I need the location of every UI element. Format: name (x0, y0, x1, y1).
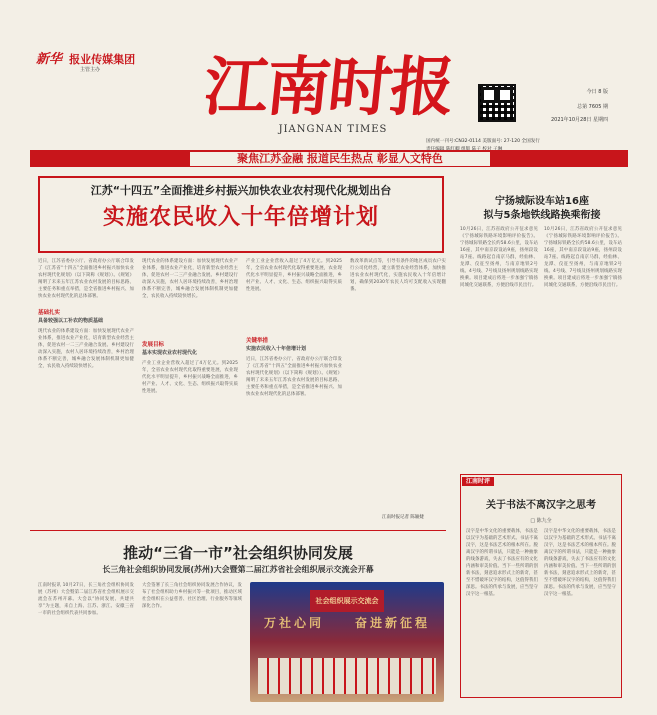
right-body-col2: 10月26日，江苏省政府公开征求意见《宁扬城际铁路环境影响评价报告》。宁扬城际铁路全长约58.6公里，设车站16座，其中南京段设站9座，扬州段设站7座。线路起自南京马群，经仙林、龙潭、仪征至扬州，与南京地铁2号线、4号线、7号线及扬州规划线路实现换乘。项目建成后将进一步加强宁镇扬同城化交通联系，方便沿线市民出行。 (544, 227, 622, 288)
lead-reporter: 江南时报记者 陈颖婕 (382, 515, 424, 520)
right-body-col1: 10月26日，江苏省政府公开征求意见《宁扬城际铁路环境影响评价报告》。宁扬城际铁路全长约58.6公里，设车站16座，其中南京段设站9座，扬州段设站7座。线路起自南京马群，经仙林、龙潭、仪征至扬州，与南京地铁2号线、4号线、7号线及扬州规划线路实现换乘。项目建成后将进一步加强宁镇扬同城化交通联系，方便沿线市民出行。 (460, 227, 538, 288)
right-headline-2: 拟与5条地铁线路换乘衔接 (483, 210, 601, 221)
lead-body-col1b: 现代农业的体系建设方面：加快发展现代农业产业体系，推进农业产业化，培育新型农业经营主体，促进农村一二三产业融合发展。乡村建设行动深入实施，农村人居环境持续改善，乡村治理体系不断完善，城乡融合发展体制机制更加健全，农民收入持续较快增长。 (38, 329, 134, 369)
issue-day: 2021年10月28日 星期四 (550, 117, 608, 123)
lead-body-col3b: 近日，江苏省委办公厅、省政府办公厅联合印发了《江苏省“十四五”全面推进乡村振兴加快农业农村现代化规划》（以下简称《规划》）。《规划》阐明了未来五年江苏农业农村发展的目标思路、主要任务和重点举措，是全省推进乡村振兴、加快农业农村现代化的总体部署。 (246, 357, 342, 397)
lead-kicker: 江苏“十四五”全面推进乡村振兴加快农业农村现代化规划出台 (90, 184, 392, 197)
commentary-author: □ 陈九全 (530, 518, 552, 524)
group-name: 报业传媒集团 (69, 53, 136, 66)
commentary-tag: 江南时评 (462, 477, 494, 486)
qr-code-icon (478, 84, 516, 122)
issue-number: 总第 7605 期 (577, 104, 608, 110)
lead-body-col4: 数改革新试点等，引导有条件的地区成员农户实行公司化经营，建立新型农业经营体系，加快推进农业农村现代化，实施农民收入十年倍增计划，确保到2030年农民人均可支配收入实现翻番。 (350, 259, 446, 292)
second-subheadline: 长三角社会组织协同发展(苏州)大会暨第二届江苏省社会组织展示交流会开幕 (102, 565, 374, 574)
lead-body-col2b: 产业工业企业营收入超过了4万亿元。到2025年，全省农业农村现代化取得重要进展，农业现代化水平明显提升，乡村振兴战略全面推进，乡村产业、人才、文化、生态、组织振兴取得实质性进展。 (142, 361, 238, 394)
slogan-text: 聚焦江苏金融 报道民生热点 彰显人文特色 (190, 152, 490, 166)
lead-headline: 实施农民收入十年倍增计划 (102, 205, 379, 230)
stage-screen-text: 社会组织展示交流会 (315, 597, 379, 605)
lead-body-col1: 近日，江苏省委办公厅、省政府办公厅联合印发了《江苏省“十四五”全面推进乡村振兴加快农业农村现代化规划》（以下简称《规划》）。《规划》阐明了未来五年江苏农业农村发展的目标思路、主要任务和重点举措，是全省推进乡村振兴、加快农业农村现代化的总体部署。 (38, 259, 134, 299)
publication-code: 国内统一刊号:CN32-0114 美版面号: 27-120 全国发行 (426, 139, 540, 144)
photo-slogan-right: 奋进新征程 (354, 616, 430, 630)
lead-subhead-3: 实施农民收入十年倍增计划 (246, 346, 307, 352)
newspaper-title-en: JIANGNAN TIMES (278, 124, 388, 135)
lead-subhead-1: 具备较强以工补农的物质基础 (38, 318, 104, 324)
lead-body-col3: 产业工业企业营收入超过了4万亿元。到2025年，全省农业农村现代化取得重要进展，农业现代化水平明显提升，乡村振兴战略全面推进，乡村产业、人才、文化、生态、组织振兴取得实质性进展。 (246, 259, 342, 292)
lead-body-col2: 现代农业的体系建设方面：加快发展现代农业产业体系，推进农业产业化，培育新型农业经营主体，促进农村一二三产业融合发展。乡村建设行动深入实施，农村人居环境持续改善，乡村治理体系不断完善，城乡融合发展体制机制更加健全，农民收入持续较快增长。 (142, 259, 238, 299)
commentary-body-col1: 汉字是中华文化的重要载体，书法是以汉字为基础的艺术形式。书法不离汉字，这是书法艺术的根本所在。脱离汉字的所谓书法，只能是一种抽象的线条游戏，失去了书法应有的文化内涵和审美价值。当下一些所谓的创新书法，刻意追求形式上的新奇，甚至不惜破坏汉字的结构，这值得我们深思。书法的传承与发展，应当坚守汉字这一根基。 (466, 529, 538, 597)
commentary-body-col2: 汉字是中华文化的重要载体，书法是以汉字为基础的艺术形式。书法不离汉字，这是书法艺术的根本所在。脱离汉字的所谓书法，只能是一种抽象的线条游戏，失去了书法应有的文化内涵和审美价值。当下一些所谓的创新书法，刻意追求形式上的新奇，甚至不惜破坏汉字的结构，这值得我们深思。书法的传承与发展，应当坚守汉字这一根基。 (544, 529, 616, 597)
right-headline-1: 宁扬城际设车站16座 (495, 196, 589, 207)
second-body-col1: 江南时报讯 10月27日，长三角社会组织协同发展（苏州）大会暨第二届江苏省社会组织展示交流会在苏州开幕。大会以“协同发展、共建共享”为主题，来自上海、江苏、浙江、安徽三省一市的社会组织代表共同参加。 (38, 583, 134, 616)
second-body-col2: 大会签署了长三角社会组织协同发展合作协议，发布了社会组织助力乡村振兴等一批项目，推动区域社会组织在公益慈善、社区治理、行业服务等领域深化合作。 (142, 583, 242, 609)
lead-section-1: 基础扎实 (38, 310, 61, 316)
newspaper-title: 江南时报 (200, 50, 457, 125)
photo-slogan-left: 万社心同 (264, 616, 325, 630)
stage-screen (310, 590, 384, 612)
group-mark: 新华 (36, 52, 63, 67)
lead-section-3: 关键举措 (246, 338, 269, 344)
group-logo (36, 48, 136, 88)
issue-pages: 今日 8 版 (586, 89, 608, 95)
section-divider (30, 530, 446, 531)
lead-section-2: 发展目标 (142, 342, 165, 348)
second-headline: 推动“三省一市”社会组织协同发展 (123, 544, 353, 562)
conference-photo (250, 582, 444, 702)
group-role: 主管主办 (80, 67, 101, 73)
commentary-title: 关于书法不离汉字之思考 (486, 500, 596, 511)
stage-backdrop (258, 658, 436, 694)
lead-subhead-2: 基本实现农业农村现代化 (142, 350, 198, 356)
